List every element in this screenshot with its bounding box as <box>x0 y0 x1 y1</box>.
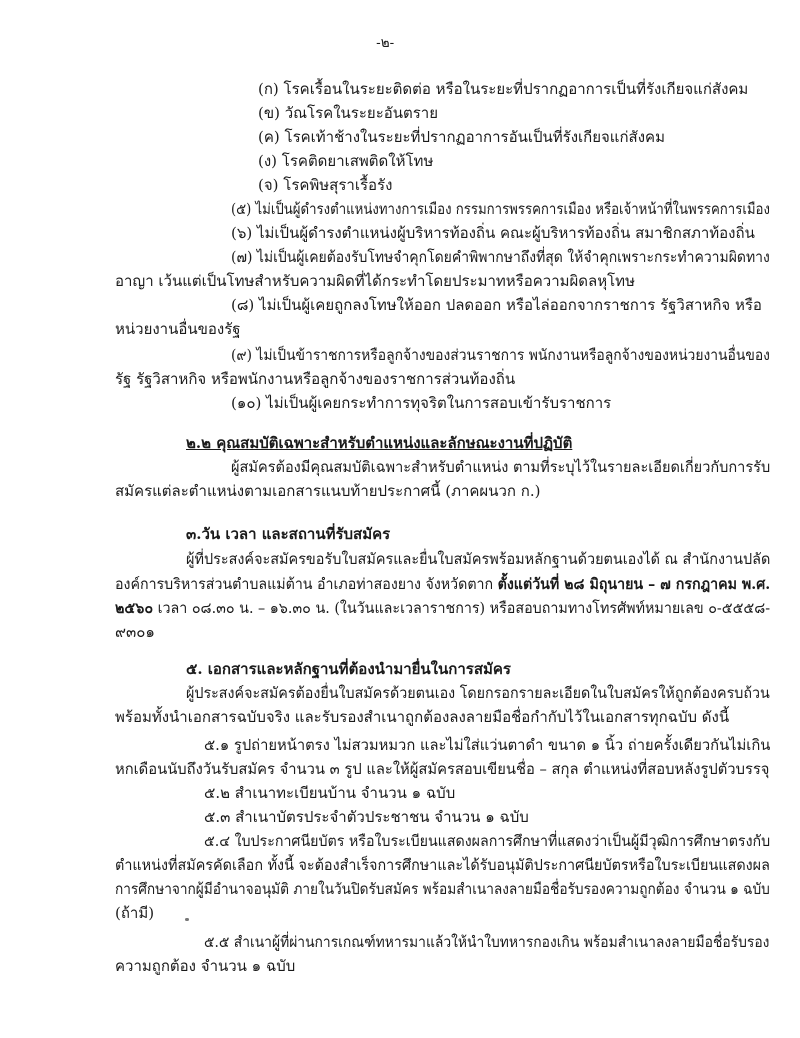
section-3-line3: ๒๕๖๐ เวลา ๐๘.๓๐ น. – ๑๖.๓๐ น. (ในวันและเวลาราชการ) หรือสอบถามทางโทรศัพท์หมายเลข ๐-๕๕๕๘- <box>115 599 771 617</box>
disease-item-a: (ก) โรคเรื้อนในระยะติดต่อ หรือในระยะที่ปรากฏอาการเป็นที่รังเกียจแก่สังคม <box>258 80 749 98</box>
document-item-5-1-line1: ๕.๑ รูปถ่ายหน้าตรง ไม่สวมหมวก และไม่ใส่แว่นตาดำ ขนาด ๑ นิ้ว ถ่ายครั้งเดียวกันไม่เกิน <box>204 736 771 754</box>
page-number: -๒- <box>376 35 395 51</box>
document-item-5-5-line1: ๕.๕ สำเนาผู้ที่ผ่านการเกณฑ์ทหารมาแล้วให้นำใบทหารกองเกิน พร้อมสำเนาลงลายมือชื่อรับรอง <box>204 933 770 951</box>
qualification-item-7-line2: อาญา เว้นแต่เป็นโทษสำหรับความผิดที่ได้กระทำโดยประมาทหรือความผิดลหุโทษ <box>115 272 635 290</box>
disease-item-e: (จ) โรคพิษสุราเรื้อรัง <box>258 176 393 194</box>
document-item-5-4-line3: การศึกษาจากผู้มีอำนาจอนุมัติ ภายในวันปิดรับสมัคร พร้อมสำเนาลงลายมือชื่อรับรองความถูกต้อง จำนวน ๑ ฉบับ <box>115 880 770 898</box>
section-3-line2: องค์การบริหารส่วนตำบลแม่ต้าน อำเภอท่าสองยาง จังหวัดตาก ตั้งแต่วันที่ ๒๘ มิถุนายน – ๗ กรกฎาคม พ.ศ. <box>115 575 771 593</box>
year: ๒๕๖๐ <box>115 599 154 617</box>
qualification-item-8-line2: หน่วยงานอื่นของรัฐ <box>115 320 241 338</box>
qualification-item-6: (๖) ไม่เป็นผู้ดำรงตำแหน่งผู้บริหารท้องถิ่น คณะผู้บริหารท้องถิ่น สมาชิกสภาท้องถิ่น <box>231 224 755 242</box>
disease-item-d: (ง) โรคติดยาเสพติดให้โทษ <box>258 152 434 170</box>
section-3-line1: ผู้ที่ประสงค์จะสมัครขอรับใบสมัครและยื่นใบสมัครพร้อมหลักฐานด้วยตนเองได้ ณ สำนักงานปลัด <box>186 550 771 568</box>
disease-item-b: (ข) วัณโรคในระยะอันตราย <box>258 104 439 122</box>
document-item-5-4-line4: (ถ้ามี) <box>115 904 155 922</box>
document-item-5-5-line2: ความถูกต้อง จำนวน ๑ ฉบับ <box>115 957 296 975</box>
document-item-5-3: ๕.๓ สำเนาบัตรประจำตัวประชาชน จำนวน ๑ ฉบับ <box>204 808 529 826</box>
application-period: ตั้งแต่วันที่ ๒๘ มิถุนายน – ๗ กรกฎาคม พ.ศ. <box>497 575 771 593</box>
scan-speck <box>185 918 189 921</box>
qualification-item-9-line2: รัฐ รัฐวิสาหกิจ หรือพนักงานหรือลูกจ้างของราชการส่วนท้องถิ่น <box>115 370 516 388</box>
section-5-heading: ๕. เอกสารและหลักฐานที่ต้องนำมายื่นในการสมัคร <box>186 660 511 678</box>
qualification-item-8-line1: (๘) ไม่เป็นผู้เคยถูกลงโทษให้ออก ปลดออก หรือไล่ออกจากราชการ รัฐวิสาหกิจ หรือ <box>231 296 762 314</box>
qualification-item-5: (๕) ไม่เป็นผู้ดำรงตำแหน่งทางการเมือง กรรมการพรรคการเมือง หรือเจ้าหน้าที่ในพรรคการเมือง <box>231 200 770 218</box>
qualification-item-7-line1: (๗) ไม่เป็นผู้เคยต้องรับโทษจำคุกโดยคำพิพากษาถึงที่สุด ให้จำคุกเพราะกระทำความผิดทาง <box>231 248 770 266</box>
section-2-2-line1: ผู้สมัครต้องมีคุณสมบัติเฉพาะสำหรับตำแหน่ง ตามที่ระบุไว้ในรายละเอียดเกี่ยวกับการรับ <box>231 458 771 476</box>
qualification-item-9-line1: (๙) ไม่เป็นข้าราชการหรือลูกจ้างของส่วนราชการ พนักงานหรือลูกจ้างของหน่วยงานอื่นของ <box>231 346 770 364</box>
document-item-5-4-line1: ๕.๔ ใบประกาศนียบัตร หรือใบระเบียนแสดงผลการศึกษาที่แสดงว่าเป็นผู้มีวุฒิการศึกษาตรงกับ <box>204 832 771 850</box>
qualification-item-10: (๑๐) ไม่เป็นผู้เคยกระทำการทุจริตในการสอบเข้ารับราชการ <box>231 394 612 412</box>
section-5-intro-line1: ผู้ประสงค์จะสมัครต้องยื่นใบสมัครด้วยตนเอง โดยกรอกรายละเอียดในใบสมัครให้ถูกต้องครบถ้วน <box>186 684 770 702</box>
section-2-2-line2: สมัครแต่ละตำแหน่งตามเอกสารแนบท้ายประกาศนี้ (ภาคผนวก ก.) <box>115 482 541 500</box>
section-2-2-heading: ๒.๒ คุณสมบัติเฉพาะสำหรับตำแหน่งและลักษณะงานที่ปฏิบัติ <box>186 434 573 452</box>
section-3-line4: ๙๓๐๑ <box>115 623 155 641</box>
section-3-heading: ๓.วัน เวลา และสถานที่รับสมัคร <box>186 525 391 543</box>
document-item-5-1-line2: หกเดือนนับถึงวันรับสมัคร จำนวน ๓ รูป และให้ผู้สมัครสอบเขียนชื่อ – สกุล ตำแหน่งที่สอบหลังรูปตัวบรรจุ <box>115 760 770 778</box>
section-5-intro-line2: พร้อมทั้งนำเอกสารฉบับจริง และรับรองสำเนาถูกต้องลงลายมือชื่อกำกับไว้ในเอกสารทุกฉบับ ดังนี้ <box>115 708 730 726</box>
document-item-5-2: ๕.๒ สำเนาทะเบียนบ้าน จำนวน ๑ ฉบับ <box>204 784 456 802</box>
document-item-5-4-line2: ตำแหน่งที่สมัครคัดเลือก ทั้งนี้ จะต้องสำเร็จการศึกษาและได้รับอนุมัติประกาศนียบัตรหรือใบระเบียนแสดงผล <box>115 856 770 874</box>
disease-item-c: (ค) โรคเท้าช้างในระยะที่ปรากฏอาการอันเป็นที่รังเกียจแก่สังคม <box>258 128 665 146</box>
